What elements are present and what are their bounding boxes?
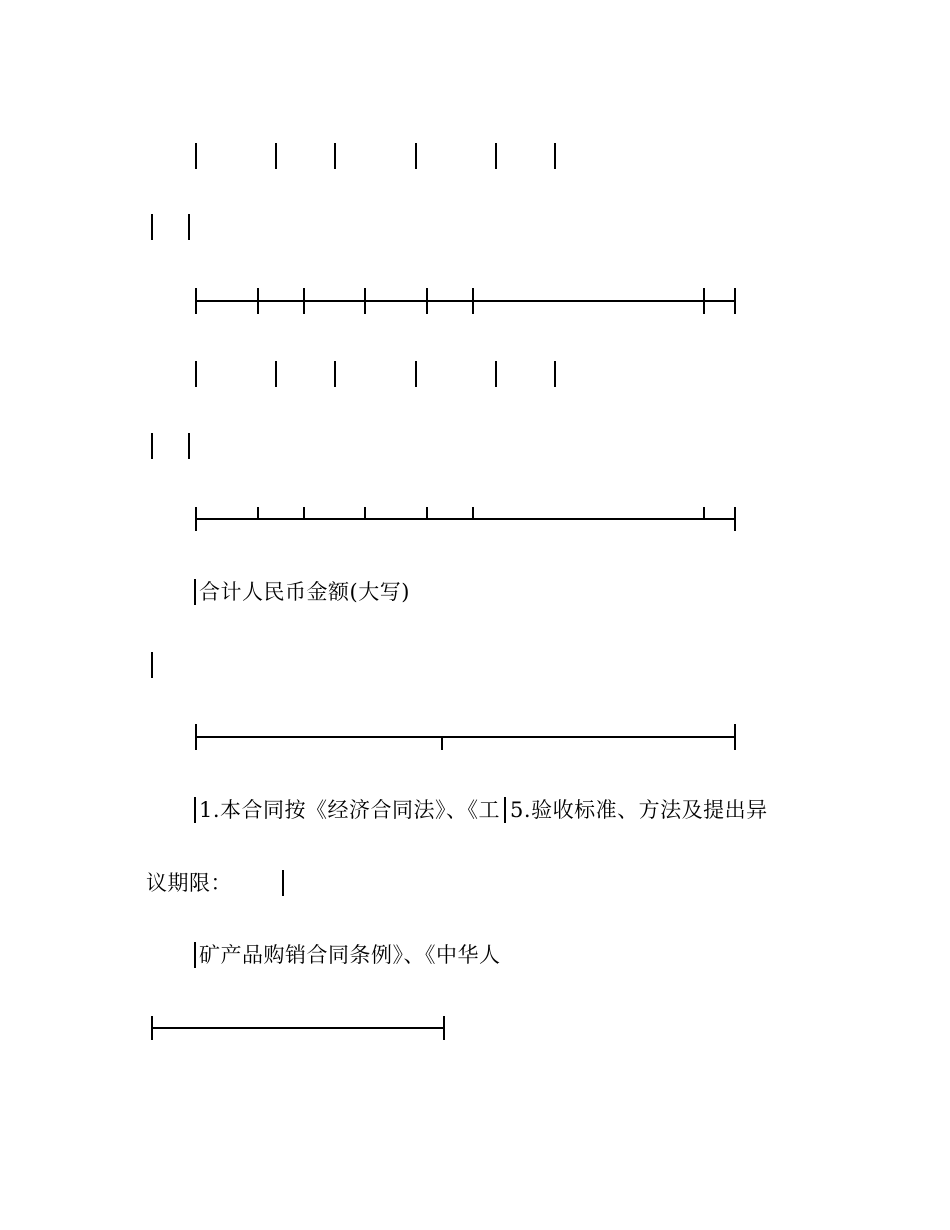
clause-5-text: 5.验收标准、方法及提出异 — [510, 798, 768, 822]
table-row-border-4 — [152, 1016, 444, 1040]
table-row-border-1 — [196, 288, 735, 314]
table-row-border-3 — [196, 724, 735, 750]
total-amount-row — [194, 579, 410, 605]
table-row-border-2 — [196, 507, 735, 531]
clause-5-continued-text: 议期限： — [146, 871, 232, 895]
clause-1-continued-text: 矿产品购销合同条例》、《中华人 — [199, 943, 501, 967]
cell-divider — [504, 797, 506, 823]
total-amount-label: 合计人民币金额(大写) — [199, 580, 410, 604]
clause-5-continuation — [146, 870, 232, 896]
clause-row-2 — [194, 942, 501, 968]
table-row-separators-2 — [152, 361, 555, 459]
cell-divider — [194, 579, 196, 605]
table-row-separators-1 — [152, 143, 555, 240]
clause-row-1 — [194, 797, 768, 823]
cell-divider — [194, 942, 196, 968]
clause-1-text: 1.本合同按《经济合同法》、《工 — [199, 798, 501, 822]
cell-divider — [194, 797, 196, 823]
